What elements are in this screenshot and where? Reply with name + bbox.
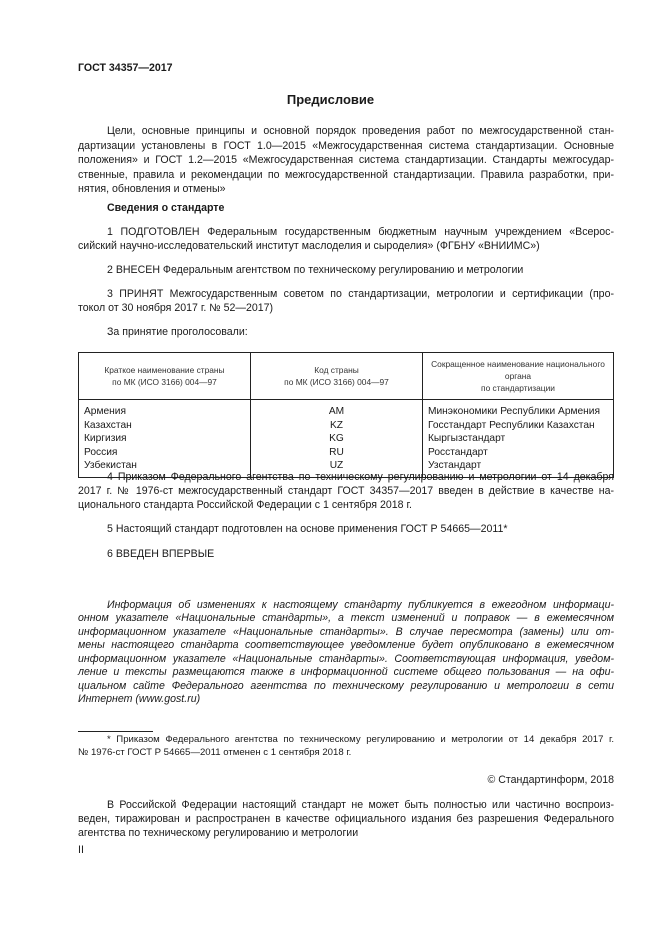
- text-line: сийский научно-исследовательский институт маслоделия и сыроделия» (ФГБНУ «ВНИИМС»): [78, 240, 540, 252]
- text-line: информационном указателе «Национальные стандарты». Соответствующая информация, уведом-: [78, 653, 614, 665]
- text-line: За принятие проголосовали:: [107, 326, 248, 338]
- copyright: © Стандартинформ, 2018: [487, 774, 614, 786]
- column-header: Код страны по МК (ИСО 3166) 004—97: [251, 353, 423, 400]
- column-header: Сокращенное наименование национального органа по стандартизации: [423, 353, 614, 400]
- table-row: Киргизия KG Кыргызстандарт: [79, 432, 614, 446]
- text-line: ление и тексты размещаются также в информационной системе общего пользования — на офи-: [78, 666, 614, 678]
- text-line: токол от 30 ноября 2017 г. № 52—2017): [78, 302, 274, 314]
- text-line: Информация об изменениях к настоящему стандарту публикуется в ежегодном информаци-: [107, 599, 614, 611]
- page-number: II: [78, 844, 84, 856]
- footnote-divider: [78, 731, 153, 732]
- text-line: 3 ПРИНЯТ Межгосударственным советом по стандартизации, метрологии и сертификации (про-: [107, 288, 614, 300]
- section-heading: Сведения о стандарте: [107, 202, 225, 214]
- footnote-line: * Приказом Федерального агентства по техническому регулированию и метрологии от 14 декабря 2017 г.: [107, 734, 614, 745]
- table-row: Узбекистан UZ Узстандарт: [79, 459, 614, 477]
- text-line: 5 Настоящий стандарт подготовлен на основе применения ГОСТ Р 54665—2011*: [107, 523, 508, 535]
- voting-table: [78, 352, 614, 478]
- text-line: информационном указателе «Национальные стандарты». В случае пересмотра (замены) или от-: [78, 626, 614, 638]
- table-row: Россия RU Росстандарт: [79, 446, 614, 460]
- page-title: Предисловие: [286, 92, 375, 107]
- text-line: агентства по техническому регулированию и метрологии: [78, 827, 359, 839]
- text-line: мены настоящего стандарта соответствующее уведомление будет опубликовано в ежемесячном: [78, 639, 614, 651]
- text-line: 2017 г. № 1976-ст межгосударственный стандарт ГОСТ 34357—2017 введен в действие в качестве на-: [78, 485, 614, 497]
- text-line: онном указателе «Национальные стандарты», а текст изменений и поправок — в ежемесячном: [78, 612, 614, 624]
- text-line: Цели, основные принципы и основной порядок проведения работ по межгосударственной стан-: [107, 125, 614, 137]
- text-line: ционального стандарта Российской Федерации с 1 сентября 2018 г.: [78, 499, 412, 511]
- text-line: дартизации установлены в ГОСТ 1.0—2015 «Межгосударственная система стандартизации. Основные: [78, 140, 614, 152]
- text-line: В Российской Федерации настоящий стандарт не может быть полностью или частично воспроиз-: [107, 799, 614, 811]
- text-line: ственные, правила и рекомендации по межгосударственной стандартизации. Правила разработки, при-: [78, 169, 614, 181]
- text-line: Интернет (www.gost.ru): [78, 693, 201, 705]
- footnote-line: № 1976-ст ГОСТ Р 54665—2011 отменен с 1 сентября 2018 г.: [78, 747, 352, 758]
- document-id: ГОСТ 34357—2017: [78, 62, 173, 74]
- column-header: Краткое наименование страны по МК (ИСО 3166) 004—97: [79, 353, 251, 400]
- table-row: Армения AM Минэкономики Республики Армения: [79, 400, 614, 419]
- text-line: 4 Приказом Федерального агентства по техническому регулированию и метрологии от 14 декабря: [107, 471, 614, 483]
- text-line: 6 ВВЕДЕН ВПЕРВЫЕ: [107, 548, 215, 560]
- text-line: веден, тиражирован и распространен в качестве официального издания без разрешения Федерального: [78, 813, 614, 825]
- text-line: нятия, обновления и отмены»: [78, 183, 226, 195]
- text-line: положения» и ГОСТ 1.2—2015 «Межгосударственная система стандартизации. Стандарты межгосудар-: [78, 154, 614, 166]
- text-line: 1 ПОДГОТОВЛЕН Федеральным государственным бюджетным научным учреждением «Всерос-: [107, 226, 614, 238]
- text-line: циальном сайте Федерального агентства по техническому регулированию и метрологии в сети: [78, 680, 614, 692]
- table-row: Казахстан KZ Госстандарт Республики Казахстан: [79, 419, 614, 433]
- text-line: 2 ВНЕСЕН Федеральным агентством по техническому регулированию и метрологии: [107, 264, 524, 276]
